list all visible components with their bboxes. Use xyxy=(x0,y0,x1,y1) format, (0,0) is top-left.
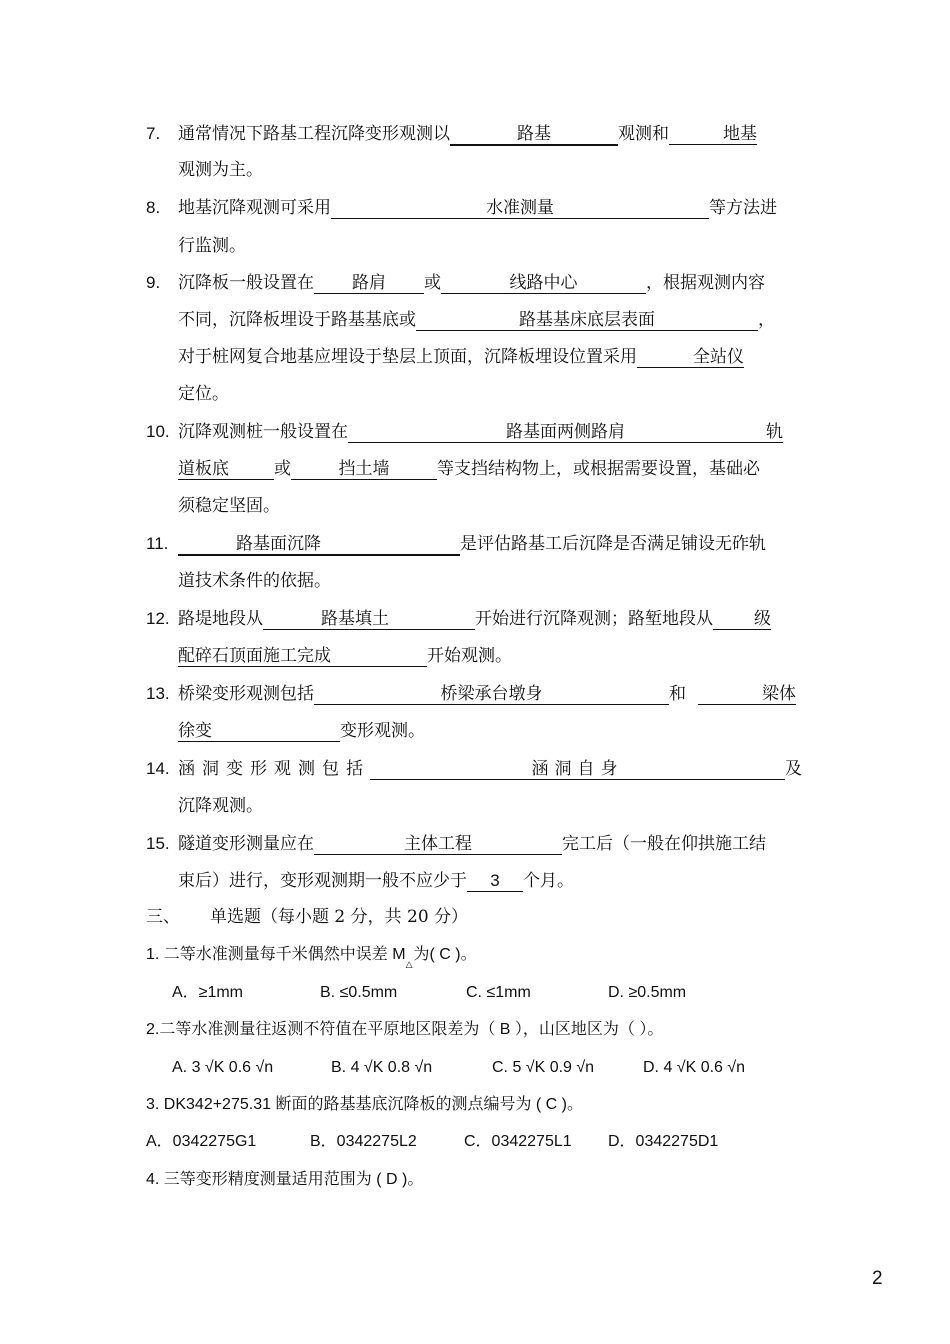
question-number: 14. xyxy=(146,759,170,778)
mcq-2: 2.二等水准测量往返测不符值在平原地区限差为（ B ），山区地区为（ ）。 xyxy=(146,1021,664,1038)
answer-blank: 徐变 xyxy=(178,721,340,742)
answer-blank: 全站仪 xyxy=(637,347,744,368)
answer-blank: 级 xyxy=(713,609,771,630)
answer-blank: 路基 xyxy=(450,124,618,146)
mcq-1-option-d: D. ≥0.5mm xyxy=(608,984,687,1001)
question-8: 8. 地基沉降观测可采用 水准测量 等方法进 xyxy=(146,198,777,218)
question-15: 15. 隧道变形测量应在 主体工程 完工后（一般在仰拱施工结 xyxy=(146,834,766,854)
mcq-3-option-a: A．0342275G1 xyxy=(146,1133,257,1150)
answer-blank: 梁体 xyxy=(698,684,796,705)
question-13: 13. 桥梁变形观测包括 桥梁承台墩身 和 梁体 xyxy=(146,684,796,704)
mcq-3-option-c: C．0342275L1 xyxy=(464,1133,572,1150)
answer-blank: 路肩 xyxy=(314,273,424,294)
section-title: 单选题（每小题 2 分，共 20 分） xyxy=(210,907,469,927)
mcq-4: 4. 三等变形精度测量适用范围为 ( D )。 xyxy=(146,1171,424,1188)
question-number: 8. xyxy=(146,198,161,217)
question-9: 9. 沉降板一般设置在 路肩 或 线路中心 ，根据观测内容 xyxy=(146,273,765,293)
answer-blank: 挡土墙 xyxy=(291,459,437,480)
mcq-2-option-c: C. 5 √K 0.9 √n xyxy=(492,1059,595,1076)
mcq-2-option-d: D. 4 √K 0.6 √n xyxy=(643,1059,746,1076)
answer-blank: 主体工程 xyxy=(314,834,562,855)
answer-blank: 路基面沉降 xyxy=(178,534,460,556)
answer-blank: 路基基床底层表面 xyxy=(416,310,758,331)
answer-blank: 地基 xyxy=(669,124,757,145)
question-number: 10. xyxy=(146,422,170,441)
question-7: 7. 通常情况下路基工程沉降变形观测以 路基 观测和 地基 xyxy=(146,124,757,144)
question-14: 14. 涵洞变形观测包括 涵洞自身 及 xyxy=(146,759,802,779)
answer-blank: 线路中心 xyxy=(441,273,646,294)
question-number: 11. xyxy=(146,534,169,553)
question-number: 12. xyxy=(146,609,170,628)
page-number: 2 xyxy=(872,1268,883,1289)
answer-blank: 水准测量 xyxy=(331,198,709,219)
answer-blank: 道板底 xyxy=(178,459,274,480)
question-number: 15. xyxy=(146,834,170,853)
mcq-3: 3. DK342+275.31 断面的路基基底沉降板的测点编号为 ( C )。 xyxy=(146,1096,583,1113)
question-11: 11. 路基面沉降 是评估路基工后沉降是否满足铺设无砟轨 xyxy=(146,534,766,554)
mcq-2-option-b: B. 4 √K 0.8 √n xyxy=(331,1059,433,1076)
question-number: 9. xyxy=(146,273,161,292)
mcq-1-option-b: B. ≤0.5mm xyxy=(320,984,398,1001)
question-number: 13. xyxy=(146,684,170,703)
mcq-2-option-a: A. 3 √K 0.6 √n xyxy=(172,1059,274,1076)
question-12: 12. 路堤地段从 路基填土 开始进行沉降观测；路堑地段从 级 xyxy=(146,609,771,629)
question-number: 7. xyxy=(146,124,161,143)
answer-blank: 路基面两侧路肩 轨 xyxy=(348,422,783,443)
answer-blank: 涵洞自身 xyxy=(370,759,785,780)
question-10: 10. 沉降观测桩一般设置在 路基面两侧路肩 轨 xyxy=(146,422,783,442)
mcq-1-option-c: C. ≤1mm xyxy=(466,984,531,1001)
answer-blank: 配碎石顶面施工完成 xyxy=(178,646,427,667)
mcq-3-option-b: B．0342275L2 xyxy=(310,1133,417,1150)
mcq-1-option-a: A．≥1mm xyxy=(172,984,244,1001)
document-page: 7. 通常情况下路基工程沉降变形观测以 路基 观测和 地基 观测为主。 8. 地基沉降观测可采用 水准测量 等方法进 行监测。 9. 沉降板一般设置在 路肩 或 线路中心 ，根据观测内容 不同，沉降板埋设于路基基底或 路基基床底层表面 ， 对于桩网复合地基应埋设于垫层上顶面，沉降板埋设位置采用 全站仪 定位。 10. 沉降观测桩一般设置在 路基面两侧路肩 轨 道板底 或 挡土墙 等支挡结构物上，或根据需要设置，基础必 须稳定坚固。 11. 路基面沉降 是评估路基工后沉降是否满足铺设无砟轨 道技术条件的依据。 12. 路堤地段从 路基填土 开始进行沉降观测；路堑地段从 级 配碎石顶面施工完成 开始观测。 13. 桥梁变形观测包括 桥梁承台墩身 和 梁体 徐变 变形观测。 14. 涵洞变形观测包括 涵洞自身 及 沉降观测。 15. 隧道变形测量应在 主体工程 完工后（一般在仰拱施工结 束后）进行，变形观测期一般不应少于 3 个月。 三、 单选题（每小题 2 分，共 20 分） 1. 二等水准测量每千米偶然中误差 $M_\triangle$为( C )。 A．≥1mm B. ≤0.5mm C. ≤1mm D. ≥0.5mm 2.二等水准测量往返测不符值在平原地区限差为（ B ），山区地区为（ ）。 A. 3 √K 0.6 √n B. 4 √K 0.8 √n C. 5 √K 0.9 √n D. 4 √K 0.6 √n 3. DK342+275.31 断面的路基基底沉降板的测点编号为 ( C )。 A．0342275G1 B．0342275L2 C．0342275L1 D．0342275D1 4. 三等变形精度测量适用范围为 ( D )。 2 xyxy=(146,124,883,1289)
answer-blank: 路基填土 xyxy=(263,609,475,630)
mcq-1: 1. 二等水准测量每千米偶然中误差 $M_\triangle$为( C )。 xyxy=(146,946,477,969)
section-heading: 三、 单选题（每小题 2 分，共 20 分） xyxy=(146,907,469,927)
mcq-3-option-d: D．0342275D1 xyxy=(608,1133,719,1150)
answer-blank: 桥梁承台墩身 xyxy=(314,684,669,705)
answer-blank: 3 xyxy=(467,871,523,892)
